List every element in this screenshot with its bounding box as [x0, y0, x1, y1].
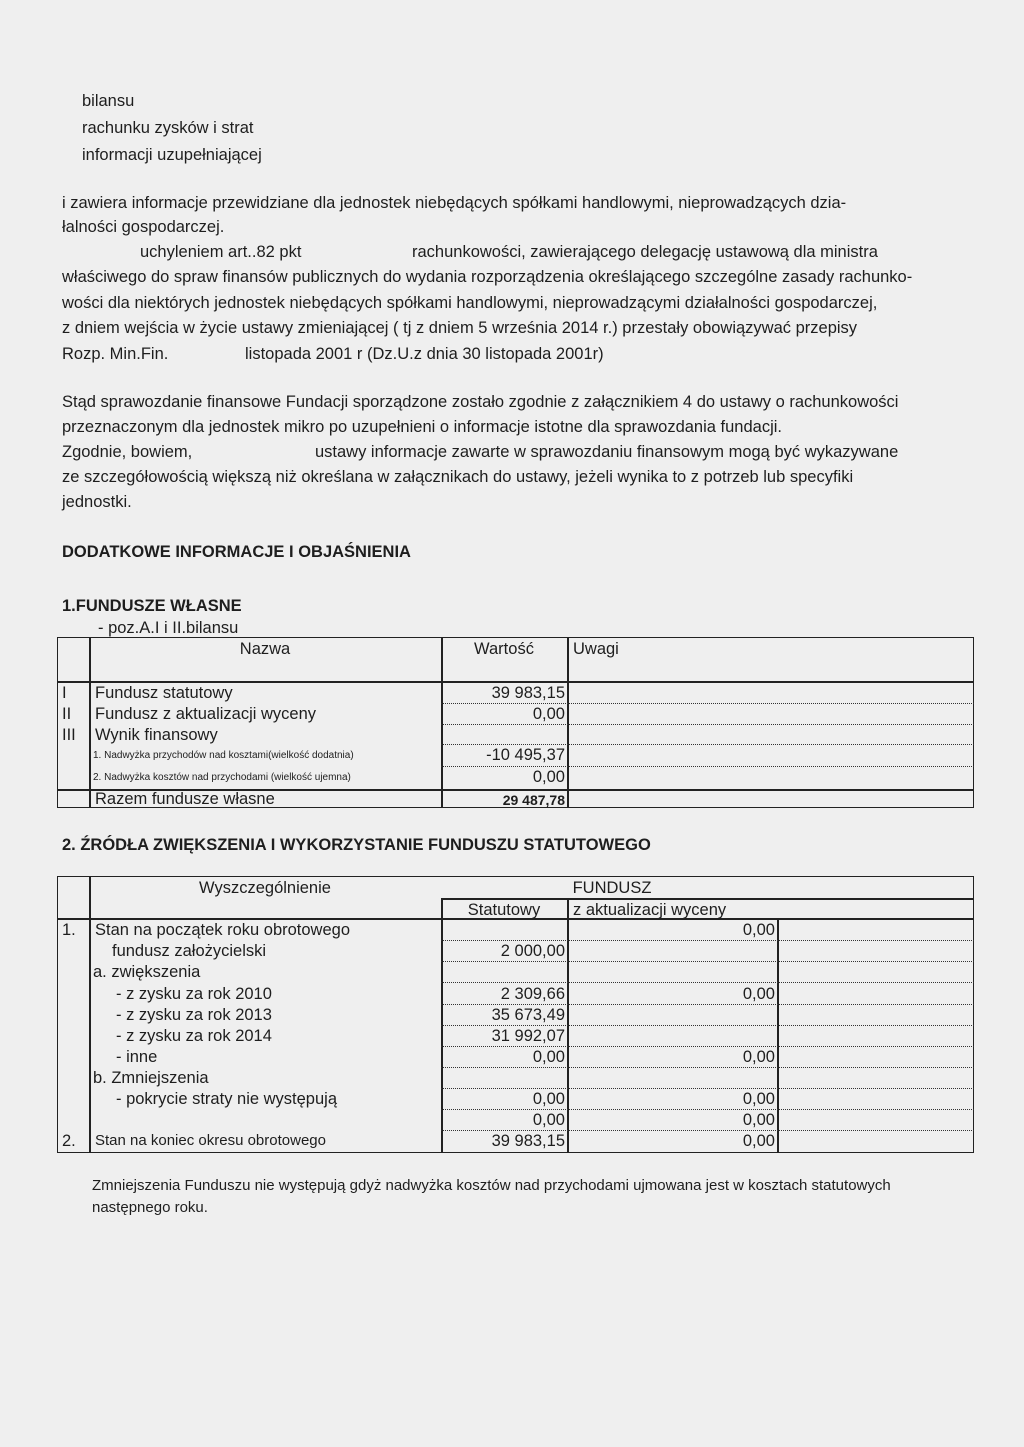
paragraph3-line3-b: ustawy informacje zawarte w sprawozdaniu finansowym mogą być wykazywane: [315, 443, 899, 461]
table-row-label: fundusz założycielski: [112, 942, 267, 960]
table-row-label: Stan na koniec okresu obrotowego: [95, 1132, 326, 1149]
table-row-revaluation: 0,00: [742, 921, 775, 939]
table-row-name: 2. Nadwyżka kosztów nad przychodami (wielkość ujemna): [93, 772, 351, 783]
table-row-statutory: 0,00: [532, 1111, 565, 1129]
table-row-statutory: 35 673,49: [491, 1006, 565, 1024]
table-row-label: - pokrycie straty nie występują: [116, 1090, 338, 1108]
section1-title: 1.FUNDUSZE WŁASNE: [62, 597, 242, 615]
paragraph2-line5-a: Rozp. Min.Fin.: [62, 345, 169, 363]
table-row-num: II: [62, 705, 72, 723]
section2-title: 2. ŹRÓDŁA ZWIĘKSZENIA I WYKORZYSTANIE FUNDUSZU STATUTOWEGO: [62, 836, 651, 854]
table-row-statutory: 0,00: [532, 1048, 565, 1066]
equity-header-name: Nazwa: [239, 640, 291, 658]
intro-item-balance: bilansu: [82, 92, 135, 110]
paragraph2-line1-b: rachunkowości, zawierającego delegację ustawową dla ministra: [412, 243, 878, 261]
table-row-revaluation: 0,00: [742, 1132, 775, 1150]
paragraph1-line1: i zawiera informacje przewidziane dla jednostek niebędących spółkami handlowymi, nieprowadzących dzia-: [62, 194, 847, 212]
paragraph3-line5: jednostki.: [62, 493, 132, 511]
paragraph2-line5-b: listopada 2001 r (Dz.U.z dnia 30 listopada 2001r): [245, 345, 604, 363]
table-row-statutory: 2 309,66: [500, 985, 565, 1003]
table-row-label: - z zysku za rok 2013: [116, 1006, 272, 1024]
table-row-label: - inne: [116, 1048, 158, 1066]
table-row-num: I: [62, 684, 67, 702]
table-row-revaluation: 0,00: [742, 1048, 775, 1066]
table-row-num: III: [62, 726, 76, 744]
intro-item-profit-loss: rachunku zysków i strat: [82, 119, 254, 137]
fund-header-fund: FUNDUSZ: [572, 879, 652, 897]
table-row-label: a. zwiększenia: [93, 963, 201, 981]
table-row-revaluation: 0,00: [742, 1090, 775, 1108]
equity-total-value: 29 487,78: [502, 792, 565, 808]
table-row-name: 1. Nadwyżka przychodów nad kosztami(wielkość dodatnia): [93, 750, 354, 761]
table-row-value: 0,00: [532, 768, 565, 786]
table-row-value: 39 983,15: [491, 684, 565, 702]
table-row-label: Stan na początek roku obrotowego: [95, 921, 351, 939]
paragraph3-line3-a: Zgodnie, bowiem,: [62, 443, 193, 461]
table-row-statutory: 2 000,00: [500, 942, 565, 960]
table-row-statutory: 0,00: [532, 1090, 565, 1108]
table-row-name: Fundusz statutowy: [95, 684, 233, 702]
paragraph3-line1: Stąd sprawozdanie finansowe Fundacji sporządzone zostało zgodnie z załącznikiem 4 do ustawy o rachunkowości: [62, 393, 899, 411]
paragraph3-line4: ze szczegółowością większą niż określana w załącznikach do ustawy, jeżeli wynika to z potrzeb lub specyfiki: [62, 468, 854, 486]
equity-total-label: Razem fundusze własne: [95, 790, 275, 808]
table-row-num: 2.: [62, 1132, 76, 1150]
table-row-label: - z zysku za rok 2014: [116, 1027, 272, 1045]
paragraph2-line2: właściwego do spraw finansów publicznych do wydania rozporządzenia określającego szczególne zasady rachunko-: [62, 268, 913, 286]
table-row-label: b. Zmniejszenia: [93, 1069, 209, 1087]
fund-header-revaluation: z aktualizacji wyceny: [573, 901, 727, 919]
table-row-label: - z zysku za rok 2010: [116, 985, 272, 1003]
table-row-statutory: 39 983,15: [491, 1132, 565, 1150]
fund-header-statutory: Statutowy: [467, 901, 541, 919]
paragraph3-line2: przeznaczonym dla jednostek mikro po uzupełnieni o informacje istotne dla sprawozdania fundacji.: [62, 418, 782, 436]
paragraph2-line1-a: uchyleniem art..82 pkt: [140, 243, 302, 261]
footer-note-line1: Zmniejszenia Funduszu nie występują gdyż nadwyżka kosztów nad przychodami ujmowana jest w kosztach statutowych: [92, 1177, 891, 1194]
table-row-revaluation: 0,00: [742, 1111, 775, 1129]
fund-header-desc: Wyszczególnienie: [199, 879, 331, 897]
paragraph1-line2: łalności gospodarczej.: [62, 218, 225, 236]
footer-note-line2: następnego roku.: [92, 1199, 208, 1216]
section1-subtitle: - poz.A.I i II.bilansu: [98, 619, 239, 637]
paragraph2-line3: wości dla niektórych jednostek niebędących spółkami handlowymi, nieprowadzącymi działalności gospodarczej,: [62, 294, 878, 312]
section-heading: DODATKOWE INFORMACJE I OBJAŚNIENIA: [62, 543, 411, 561]
equity-header-value: Wartość: [474, 640, 534, 658]
equity-header-notes: Uwagi: [573, 640, 619, 658]
table-row-value: -10 495,37: [486, 746, 565, 764]
table-row-num: 1.: [62, 921, 76, 939]
table-row-revaluation: 0,00: [742, 985, 775, 1003]
table-row-value: 0,00: [532, 705, 565, 723]
paragraph2-line4: z dniem wejścia w życie ustawy zmieniającej ( tj z dniem 5 września 2014 r.) przestały obowiązywać przepisy: [62, 319, 858, 337]
table-row-statutory: 31 992,07: [491, 1027, 565, 1045]
intro-item-supplementary: informacji uzupełniającej: [82, 146, 262, 164]
table-row-name: Wynik finansowy: [95, 726, 218, 744]
table-row-name: Fundusz z aktualizacji wyceny: [95, 705, 317, 723]
